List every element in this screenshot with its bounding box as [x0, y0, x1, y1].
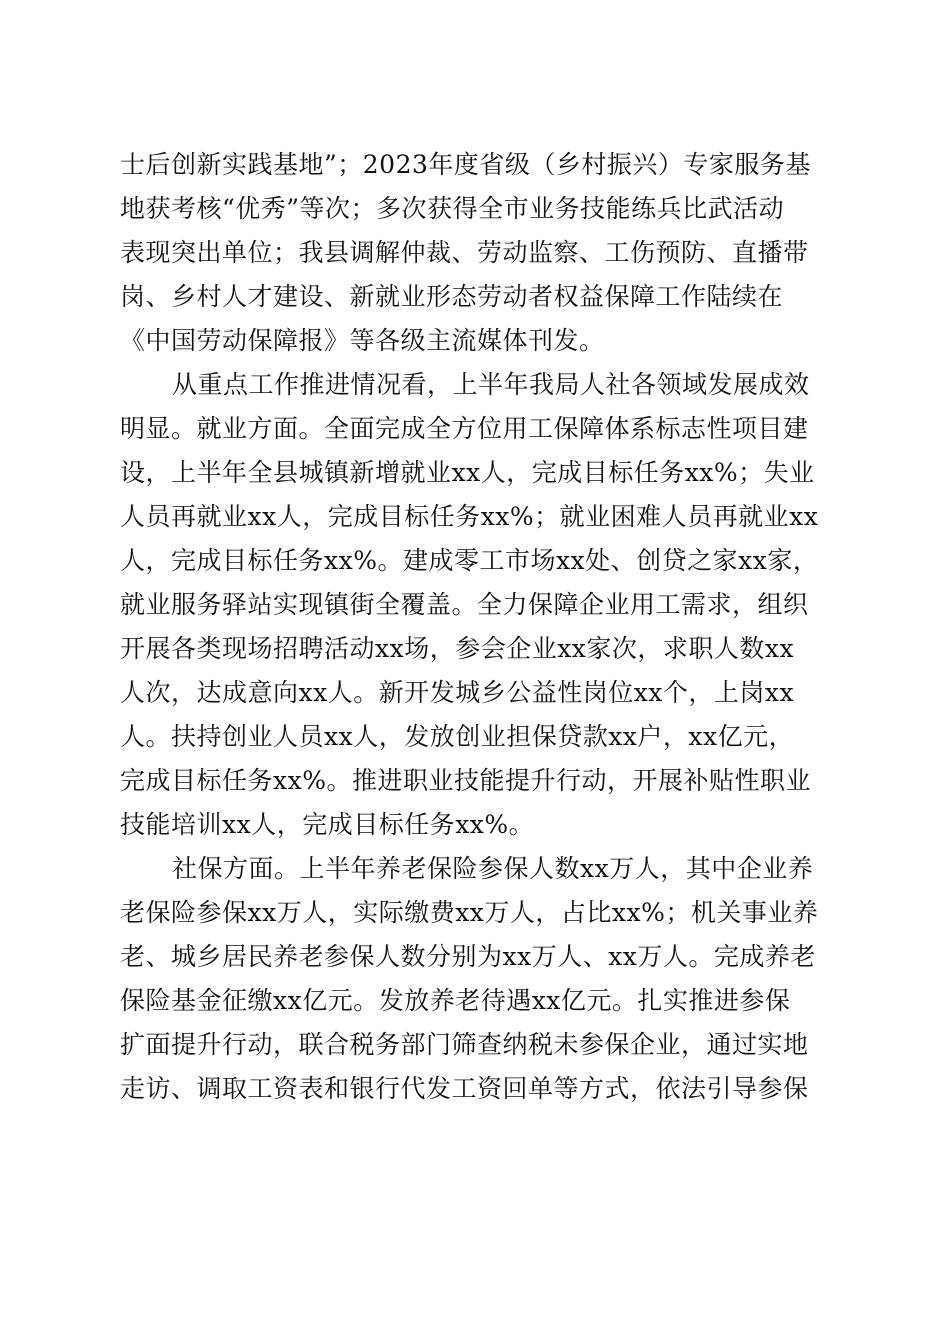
- text-line: 《中国劳动保障报》等各级主流媒体刊发。: [120, 326, 605, 355]
- text-line: 走访、调取工资表和银行代发工资回单等方式，依法引导参保: [120, 1074, 809, 1103]
- text-line: 人，完成目标任务xx%。建成零工市场xx处、创贷之家xx家，: [120, 546, 819, 575]
- text-line: 人员再就业xx人，完成目标任务xx%；就业困难人员再就业xx: [120, 502, 819, 531]
- text-line: 社保方面。上半年养老保险参保人数xx万人，其中企业养: [172, 854, 814, 883]
- text-line: 从重点工作推进情况看，上半年我局人社各领域发展成效: [172, 370, 810, 399]
- text-line: 人。扶持创业人员xx人，发放创业担保贷款xx户，xx亿元，: [120, 722, 795, 751]
- text-line: 明显。就业方面。全面完成全方位用工保障体系标志性项目建: [120, 414, 809, 443]
- text-line: 扩面提升行动，联合税务部门筛查纳税未参保企业，通过实地: [120, 1030, 809, 1059]
- text-line: 士后创新实践基地”；2023年度省级（乡村振兴）专家服务基: [120, 150, 811, 179]
- text-line: 就业服务驿站实现镇街全覆盖。全力保障企业用工需求，组织: [120, 590, 809, 619]
- text-line: 地获考核“优秀”等次；多次获得全市业务技能练兵比武活动: [120, 194, 785, 223]
- text-line: 保险基金征缴xx亿元。发放养老待遇xx亿元。扎实推进参保: [120, 986, 791, 1015]
- text-line: 开展各类现场招聘活动xx场，参会企业xx家次，求职人数xx: [120, 634, 795, 663]
- paragraph-social-security: [120, 847, 832, 1111]
- text-line: 技能培训xx人，完成目标任务xx%。: [120, 810, 535, 839]
- text-line: 老保险参保xx万人，实际缴费xx万人，占比xx%；机关事业养: [120, 898, 819, 927]
- text-line: 岗、乡村人才建设、新就业形态劳动者权益保障工作陆续在: [120, 282, 784, 311]
- text-line: 完成目标任务xx%。推进职业技能提升行动，开展补贴性职业: [120, 766, 811, 795]
- text-line: 老、城乡居民养老参保人数分别为xx万人、xx万人。完成养老: [120, 942, 816, 971]
- paragraph-employment: [120, 363, 832, 847]
- text-line: 表现突出单位；我县调解仲裁、劳动监察、工伤预防、直播带: [120, 238, 809, 267]
- text-line: 人次，达成意向xx人。新开发城乡公益性岗位xx个，上岗xx: [120, 678, 795, 707]
- text-line: 设，上半年全县城镇新增就业xx人，完成目标任务xx%；失业: [120, 458, 815, 487]
- paragraph-honors-continued: [120, 143, 832, 363]
- document-body: [120, 143, 832, 1111]
